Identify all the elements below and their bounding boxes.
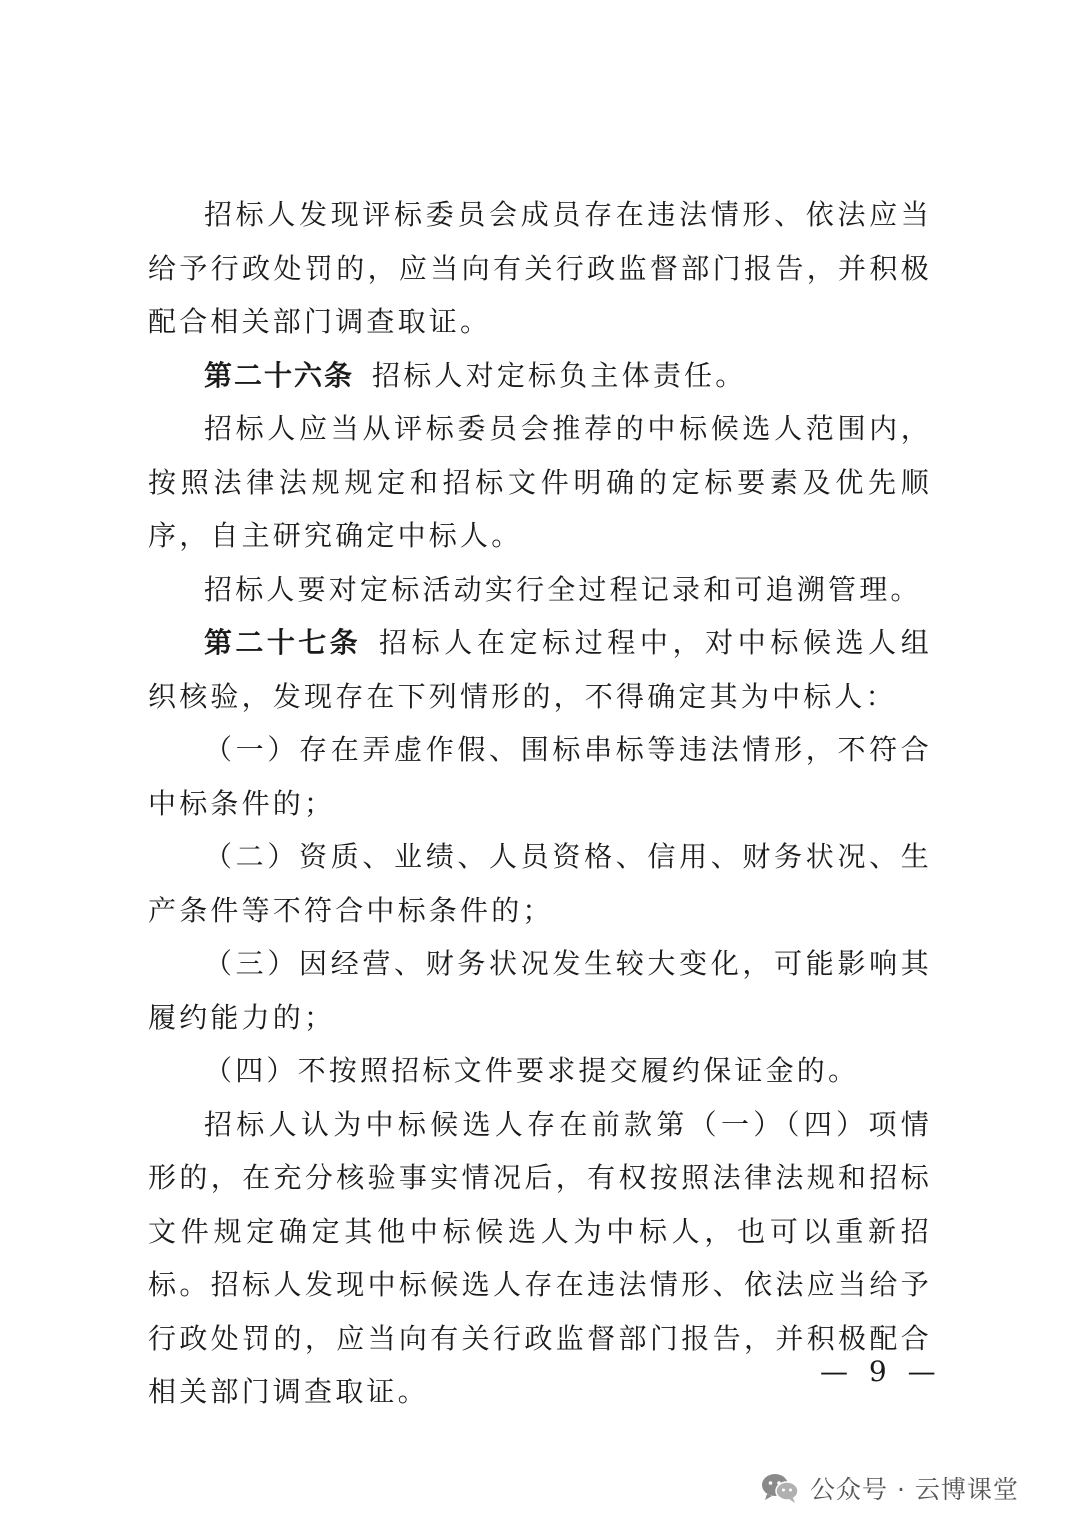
paragraph-10 [148,1098,932,1419]
list-item-4 [148,1044,932,1098]
list-item-2 [148,830,932,937]
paragraph-text: 招标人认为中标候选人存在前款第（一）（四）项情形的，在充分核验事实情况后，有权按照法律法规和招标文件规定确定其他中标候选人为中标人，也可以重新招标。招标人发现中标候选人存在违法情形、依法应当给予行政处罚的，应当向有关行政监督部门报告，并积极配合相关部门调查取证。 [148,1107,932,1408]
article-number: 第二十六条 [204,358,355,392]
list-item-3 [148,937,932,1044]
article-27-heading-paragraph [148,616,932,723]
paragraph-text: 招标人要对定标活动实行全过程记录和可追溯管理。 [204,572,922,606]
paragraph-1 [148,188,932,349]
article-number: 第二十七条 [204,626,362,659]
watermark-text: 公众号 · 云博课堂 [810,1475,1019,1504]
paragraph-3 [148,402,932,563]
paragraph-text: （三）因经营、财务状况发生较大变化，可能影响其履约能力的； [148,947,932,1034]
paragraph-text: （一）存在弄虚作假、围标串标等违法情形，不符合中标条件的； [148,733,932,820]
wechat-icon [760,1472,800,1504]
list-item-1 [148,723,932,830]
article-26-heading-paragraph [148,349,932,403]
paragraph-text: 招标人对定标负主体责任。 [372,358,747,392]
paragraph-text: 招标人应当从评标委员会推荐的中标候选人范围内，按照法律法规规定和招标文件明确的定标要素及优先顺序，自主研究确定中标人。 [148,412,932,552]
paragraph-text: 招标人在定标过程中，对中标候选人组织核验，发现存在下列情形的，不得确定其为中标人： [148,626,932,713]
watermark [760,1470,1019,1506]
paragraph-text: （二）资质、业绩、人员资格、信用、财务状况、生产条件等不符合中标条件的； [148,840,932,927]
paragraph-text: 招标人发现评标委员会成员存在违法情形、依法应当给予行政处罚的，应当向有关行政监督部门报告，并积极配合相关部门调查取证。 [148,198,932,338]
document-body [148,188,932,1419]
page-number: — 9 — [820,1355,942,1388]
paragraph-text: （四）不按照招标文件要求提交履约保证金的。 [204,1054,860,1087]
paragraph-4 [148,563,932,617]
